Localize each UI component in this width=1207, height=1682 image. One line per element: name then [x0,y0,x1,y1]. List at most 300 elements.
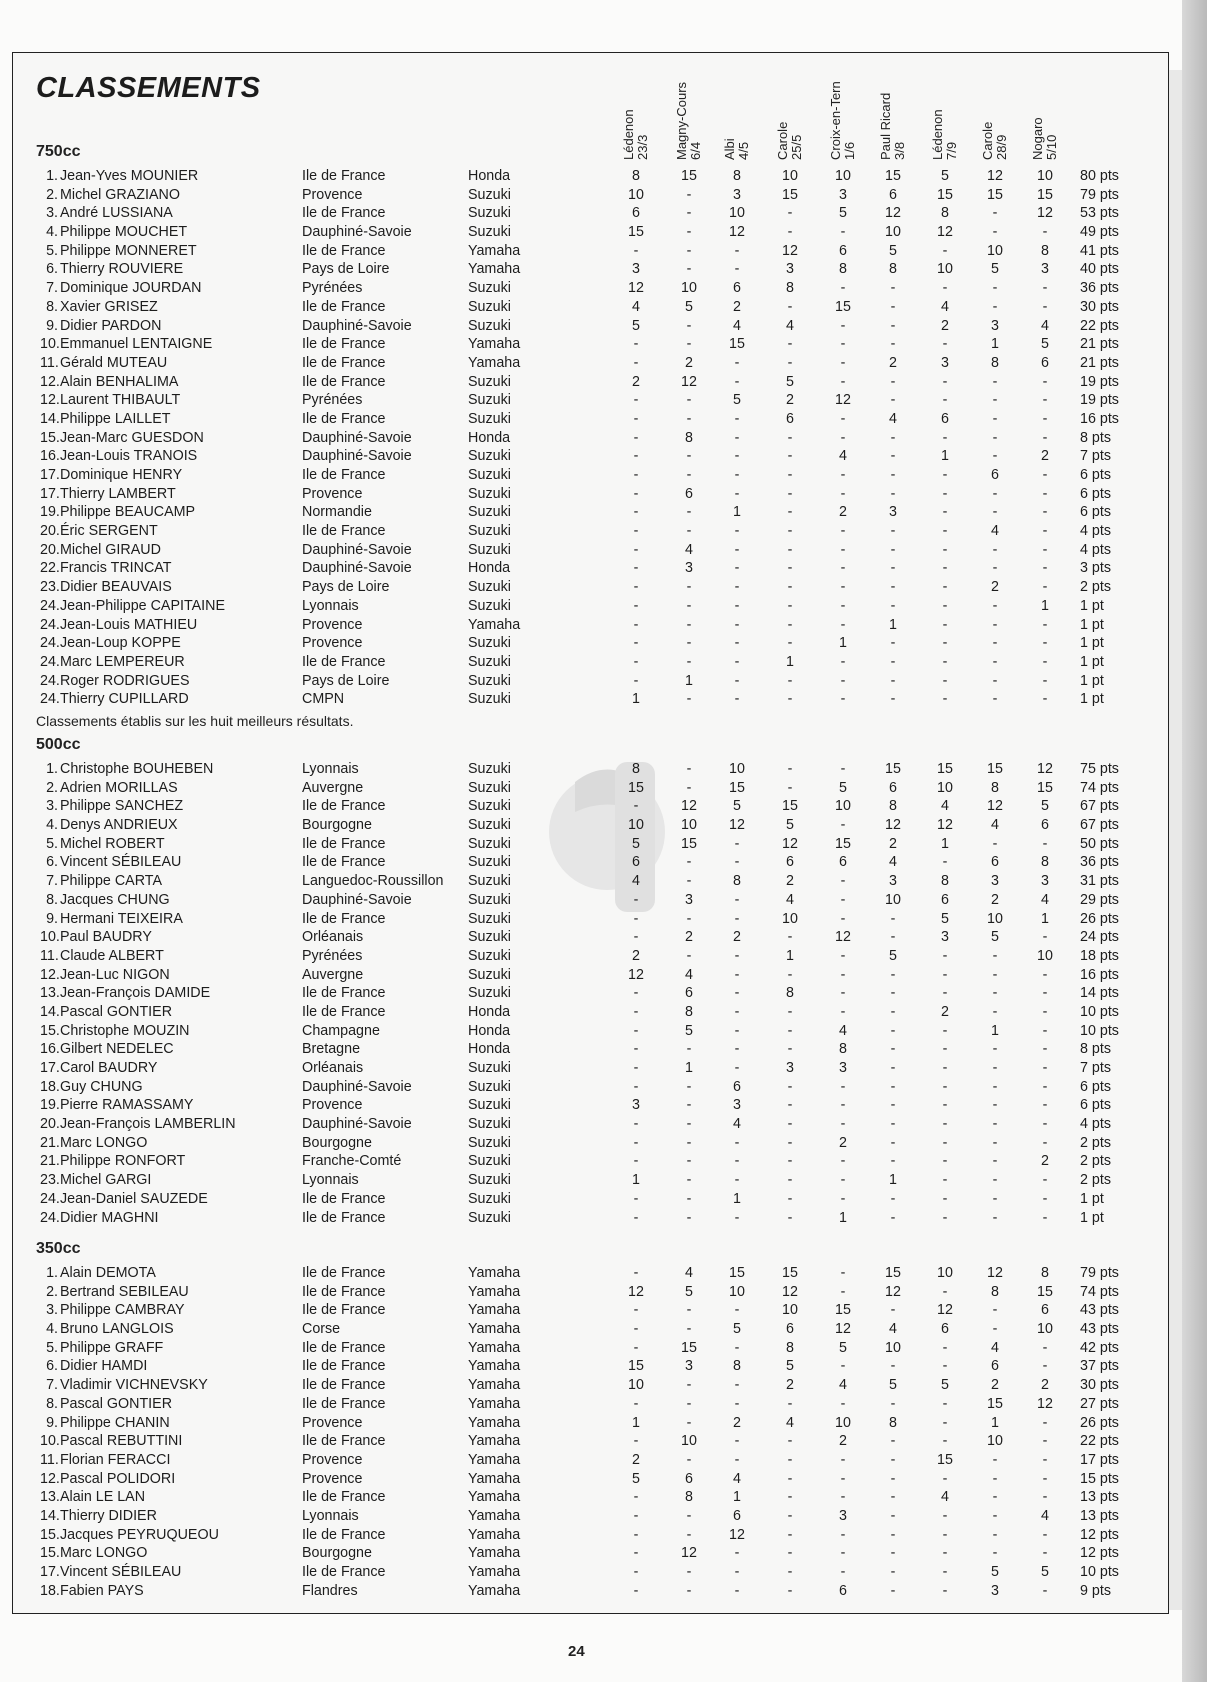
score-cell: 4 [941,1489,949,1506]
score-cell: - [840,597,846,614]
score-cell: 10 [937,1265,953,1281]
rank: 20. [40,1116,60,1133]
score-cell: 2 [786,392,794,409]
rider-region: Ile de France [302,523,386,540]
score-cell: - [890,1489,896,1506]
score-cell: 8 [733,1358,741,1375]
score-cell: 5 [733,392,741,409]
rider-name: Jean-Marc GUESDON [60,429,204,446]
score-cell: - [633,985,639,1002]
score-cell: - [787,560,793,577]
table-row [0,223,1160,241]
rank: 1. [46,761,58,777]
score-cell: - [942,966,948,983]
score-cell: 6 [685,985,693,1002]
score-cell: - [787,779,793,796]
score-cell: - [686,1451,692,1468]
score-cell: - [787,1433,793,1450]
total-points: 49 pts [1080,224,1119,241]
score-cell: - [787,1564,793,1581]
score-cell: 4 [991,817,999,834]
score-cell: 6 [685,485,693,502]
score-cell: - [686,854,692,871]
score-cell: - [840,1153,846,1170]
rider-region: Provence [302,1414,363,1431]
event-header [675,60,705,160]
score-cell: - [1042,579,1048,596]
score-cell: 6 [839,242,847,259]
score-cell: - [890,1209,896,1226]
score-cell: 2 [632,947,640,964]
score-cell: - [992,1097,998,1114]
score-cell: - [633,579,639,596]
event-date: 5/10 [1044,134,1059,160]
score-cell: - [890,985,896,1002]
rider-name: André LUSSIANA [60,205,173,222]
score-cell: - [1042,560,1048,577]
table-row [0,928,1160,946]
rider-brand: Yamaha [468,1283,521,1300]
score-cell: - [686,616,692,633]
score-cell: - [890,1395,896,1412]
score-cell: 5 [733,1321,741,1338]
score-cell: - [840,560,846,577]
rider-name: Jacques PEYRUQUEOU [60,1526,219,1543]
rider-region: Bretagne [302,1041,361,1058]
rider-brand: Suzuki [468,467,511,484]
rider-region: Ile de France [302,1190,386,1207]
score-cell: 4 [1041,891,1049,908]
score-cell: 1 [632,1414,640,1431]
score-cell: - [992,448,998,465]
rider-region: Ile de France [302,1265,386,1281]
score-cell: - [890,1041,896,1058]
event-date: 25/5 [789,134,804,160]
total-points: 27 pts [1080,1395,1119,1412]
rider-brand: Suzuki [468,373,511,390]
total-points: 43 pts [1080,1302,1119,1319]
score-cell: - [686,205,692,222]
score-cell: - [686,467,692,484]
rider-brand: Yamaha [468,1526,521,1543]
score-cell: - [633,1433,639,1450]
total-points: 12 pts [1080,1545,1119,1562]
event-header [776,60,806,160]
score-cell: - [890,579,896,596]
rider-brand: Suzuki [468,635,511,652]
score-cell: - [787,929,793,946]
score-cell: - [686,392,692,409]
score-cell: 5 [839,205,847,222]
score-cell: - [890,373,896,390]
score-cell: 4 [839,448,847,465]
rider-name: Xavier GRISEZ [60,298,158,315]
rider-brand: Suzuki [468,298,511,315]
rank: 1. [46,1265,58,1281]
score-cell: - [734,579,740,596]
score-cell: - [787,1507,793,1524]
score-cell: - [1042,1526,1048,1543]
table-row [0,503,1160,521]
score-cell: 5 [889,1377,897,1394]
rank: 9. [46,317,58,334]
rider-region: Ile de France [302,854,386,871]
score-cell: - [1042,1060,1048,1077]
total-points: 30 pts [1080,298,1119,315]
rank: 17. [40,1564,60,1581]
total-points: 21 pts [1080,336,1119,353]
total-points: 1 pt [1080,653,1104,670]
rider-region: Dauphiné-Savoie [302,317,412,334]
score-cell: 15 [1037,186,1053,203]
page-edge-strip [1168,70,1183,1610]
rider-brand: Suzuki [468,448,511,465]
rider-name: Bertrand SEBILEAU [60,1283,189,1300]
total-points: 67 pts [1080,817,1119,834]
score-cell: 10 [987,1433,1003,1450]
score-cell: - [890,1564,896,1581]
score-cell: - [686,1209,692,1226]
score-cell: 4 [685,1265,693,1281]
total-points: 80 pts [1080,168,1119,184]
total-points: 6 pts [1080,504,1111,521]
score-cell: - [840,910,846,927]
rider-name: Philippe MONNERET [60,242,197,259]
score-cell: - [686,579,692,596]
score-cell: - [890,485,896,502]
score-cell: - [787,1153,793,1170]
table-row [0,616,1160,634]
score-cell: - [942,947,948,964]
score-cell: - [734,1302,740,1319]
score-cell: 4 [991,1339,999,1356]
score-cell: - [633,1153,639,1170]
rider-region: CMPN [302,691,345,708]
score-cell: - [787,224,793,241]
score-cell: - [633,429,639,446]
score-cell: 5 [786,1358,794,1375]
score-cell: 4 [991,523,999,540]
rider-name: Jean-Daniel SAUZEDE [60,1190,208,1207]
rider-region: Ile de France [302,1489,386,1506]
rider-region: Auvergne [302,779,364,796]
score-cell: - [992,485,998,502]
total-points: 1 pt [1080,672,1104,689]
table-row [0,1078,1160,1096]
score-cell: - [942,1172,948,1189]
rider-region: Dauphiné-Savoie [302,1078,412,1095]
rider-name: Pascal GONTIER [60,1395,173,1412]
rider-name: Jacques CHUNG [60,891,170,908]
score-cell: - [942,1470,948,1487]
score-cell: - [633,653,639,670]
score-cell: 1 [889,1172,897,1189]
score-cell: - [1042,410,1048,427]
score-cell: 12 [681,373,697,390]
score-cell: - [633,672,639,689]
score-cell: - [787,966,793,983]
score-cell: - [942,1097,948,1114]
score-cell: - [787,1078,793,1095]
score-cell: - [633,1489,639,1506]
score-cell: - [840,761,846,777]
rank: 23. [40,579,60,596]
score-cell: 6 [941,891,949,908]
rider-region: Ile de France [302,798,386,815]
rider-region: Dauphiné-Savoie [302,448,412,465]
score-cell: - [992,298,998,315]
score-cell: 10 [835,168,851,184]
score-cell: - [686,635,692,652]
rank: 15. [40,1526,60,1543]
total-points: 8 pts [1080,429,1111,446]
score-cell: 1 [889,616,897,633]
rank: 7. [46,1377,58,1394]
score-cell: 10 [937,779,953,796]
rider-brand: Suzuki [468,672,511,689]
score-cell: - [686,1172,692,1189]
table-row [0,1526,1160,1544]
rider-name: Alain DEMOTA [60,1265,156,1281]
page-edge-shadow [1182,0,1207,1682]
rank: 16. [40,448,60,465]
score-cell: - [686,317,692,334]
rank: 12. [40,392,60,409]
score-cell: - [992,1134,998,1151]
rider-name: Guy CHUNG [60,1078,143,1095]
score-cell: - [787,1545,793,1562]
score-cell: 1 [685,672,693,689]
score-cell: - [840,224,846,241]
table-row [0,1059,1160,1077]
rider-name: Alain LE LAN [60,1489,146,1506]
score-cell: 15 [937,761,953,777]
rider-name: Vladimir VICHNEVSKY [60,1377,208,1394]
score-cell: - [942,1395,948,1412]
rider-region: Pyrénées [302,392,363,409]
score-cell: 15 [681,835,697,852]
score-cell: 10 [1037,168,1053,184]
score-cell: 10 [628,817,644,834]
score-cell: - [734,1153,740,1170]
score-cell: 2 [733,1414,741,1431]
table-row [0,891,1160,909]
table-row [0,485,1160,503]
rider-region: Ile de France [302,910,386,927]
score-cell: - [840,817,846,834]
score-cell: 12 [628,1283,644,1300]
score-cell: - [787,298,793,315]
score-cell: - [633,354,639,371]
rank: 12. [40,966,60,983]
score-cell: - [942,854,948,871]
rider-name: Jean-Philippe CAPITAINE [60,597,226,614]
score-cell: 4 [786,1414,794,1431]
rider-name: Michel GRAZIANO [60,186,180,203]
event-header [723,60,753,160]
score-cell: - [890,635,896,652]
score-cell: - [992,1078,998,1095]
score-cell: - [992,835,998,852]
score-cell: - [633,798,639,815]
score-cell: 1 [991,1414,999,1431]
score-cell: 15 [782,1265,798,1281]
score-cell: - [992,1190,998,1207]
rider-brand: Suzuki [468,985,511,1002]
score-cell: - [890,467,896,484]
score-cell: - [890,1134,896,1151]
rank: 14. [40,1507,60,1524]
event-date: 1/6 [842,141,857,160]
score-cell: - [633,1339,639,1356]
table-row [0,373,1160,391]
total-points: 10 pts [1080,1564,1119,1581]
score-cell: 8 [632,761,640,777]
rider-name: Gilbert NEDELEC [60,1041,174,1058]
score-cell: - [1042,1209,1048,1226]
score-cell: - [942,392,948,409]
table-row [0,653,1160,671]
rank: 21. [40,1134,60,1151]
score-cell: - [942,1582,948,1599]
score-cell: 12 [1037,761,1053,777]
rider-name: Jean-François DAMIDE [60,985,211,1002]
score-cell: - [633,242,639,259]
score-cell: 12 [628,966,644,983]
score-cell: - [840,523,846,540]
total-points: 4 pts [1080,541,1111,558]
score-cell: - [633,1265,639,1281]
score-cell: - [1042,429,1048,446]
rider-region: Dauphiné-Savoie [302,224,412,241]
table-row [0,1470,1160,1488]
score-cell: 6 [733,1507,741,1524]
rider-brand: Suzuki [468,891,511,908]
event-name: Lédenon [930,109,945,160]
rank: 20. [40,523,60,540]
total-points: 30 pts [1080,1377,1119,1394]
rider-name: Jean-François LAMBERLIN [60,1116,236,1133]
table-row [0,279,1160,297]
score-cell: 3 [991,873,999,890]
score-cell: 12 [628,280,644,297]
score-cell: 8 [786,1339,794,1356]
rank: 16. [40,1041,60,1058]
score-cell: - [633,1321,639,1338]
score-cell: 3 [889,873,897,890]
score-cell: - [992,1041,998,1058]
table-row [0,672,1160,690]
score-cell: 15 [835,298,851,315]
rider-brand: Yamaha [468,261,521,278]
event-date: 23/3 [635,134,650,160]
score-cell: 3 [632,261,640,278]
rider-region: Ile de France [302,205,386,222]
score-cell: - [686,186,692,203]
score-cell: - [840,672,846,689]
rider-brand: Yamaha [468,1339,521,1356]
rank: 24. [40,1209,60,1226]
rider-brand: Suzuki [468,966,511,983]
score-cell: 1 [632,691,640,708]
rider-region: Ile de France [302,1339,386,1356]
score-cell: - [686,1564,692,1581]
rank: 17. [40,1060,60,1077]
score-cell: - [992,224,998,241]
score-cell: - [840,429,846,446]
score-cell: 2 [991,891,999,908]
score-cell: 6 [991,1358,999,1375]
rider-region: Orléanais [302,929,364,946]
table-row [0,541,1160,559]
rank: 12. [40,373,60,390]
rank: 24. [40,597,60,614]
rider-brand: Suzuki [468,817,511,834]
score-cell: - [734,1060,740,1077]
rider-brand: Yamaha [468,1265,521,1281]
score-cell: 5 [941,168,949,184]
table-row [0,1339,1160,1357]
rider-region: Ile de France [302,835,386,852]
score-cell: 5 [632,317,640,334]
rider-region: Corse [302,1321,341,1338]
score-cell: - [942,1022,948,1039]
score-cell: - [942,1545,948,1562]
rank: 11. [40,354,59,371]
score-cell: - [890,298,896,315]
total-points: 10 pts [1080,1022,1119,1039]
score-cell: 10 [628,1377,644,1394]
score-cell: - [787,761,793,777]
score-cell: 4 [1041,1507,1049,1524]
rider-brand: Yamaha [468,1321,521,1338]
rider-brand: Suzuki [468,541,511,558]
total-points: 43 pts [1080,1321,1119,1338]
score-cell: - [633,1134,639,1151]
rider-brand: Yamaha [468,1564,521,1581]
score-cell: - [734,448,740,465]
table-row [0,1432,1160,1450]
rider-name: Marc LONGO [60,1134,148,1151]
total-points: 21 pts [1080,354,1119,371]
score-cell: 12 [729,817,745,834]
rider-region: Languedoc-Roussillon [302,873,444,890]
score-cell: 15 [681,1339,697,1356]
score-cell: 4 [733,1116,741,1133]
rank: 15. [40,429,60,446]
page-title: CLASSEMENTS [36,72,261,104]
score-cell: 4 [733,317,741,334]
score-cell: - [942,1078,948,1095]
rider-region: Ile de France [302,1564,386,1581]
total-points: 18 pts [1080,947,1119,964]
score-cell: 5 [786,817,794,834]
score-cell: - [840,485,846,502]
score-cell: - [686,1134,692,1151]
total-points: 16 pts [1080,966,1119,983]
total-points: 41 pts [1080,242,1119,259]
score-cell: - [840,985,846,1002]
score-cell: 4 [889,410,897,427]
total-points: 36 pts [1080,280,1119,297]
rider-brand: Suzuki [468,1116,511,1133]
rider-name: Emmanuel LENTAIGNE [60,336,213,353]
score-cell: - [890,1470,896,1487]
score-cell: - [890,672,896,689]
rider-brand: Suzuki [468,579,511,596]
score-cell: - [840,1470,846,1487]
score-cell: - [734,523,740,540]
